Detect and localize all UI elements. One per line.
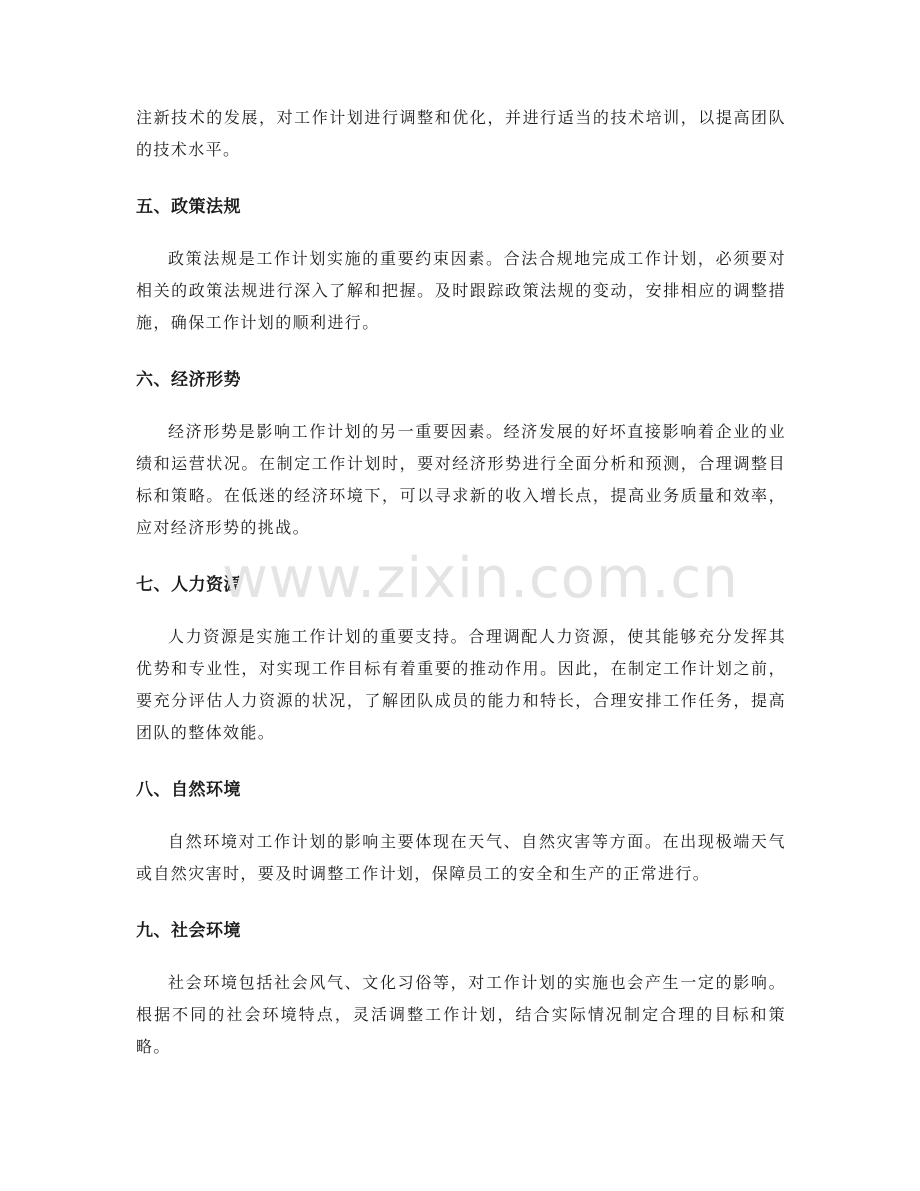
section-heading-natural-environment: 八、自然环境: [136, 780, 241, 800]
document-body: [136, 102, 786, 1063]
section-heading-economy: 六、经济形势: [136, 370, 241, 390]
section-paragraph-natural-environment: 自然环境对工作计划的影响主要体现在天气、自然灾害等方面。在出现极端天气或自然灾害时，要及时调整工作计划，保障员工的安全和生产的正常进行。: [136, 832, 786, 883]
intro-paragraph: 注新技术的发展，对工作计划进行调整和优化，并进行适当的技术培训，以提高团队的技术水平。: [136, 108, 786, 159]
section-paragraph-social-environment: 社会环境包括社会风气、文化习俗等，对工作计划的实施也会产生一定的影响。根据不同的社会环境特点，灵活调整工作计划，结合实际情况制定合理的目标和策略。: [136, 973, 786, 1056]
watermark: www.zixin.com.cn: [222, 546, 739, 611]
section-paragraph-policy: 政策法规是工作计划实施的重要约束因素。合法合规地完成工作计划，必须要对相关的政策法规进行深入了解和把握。及时跟踪政策法规的变动，安排相应的调整措施，确保工作计划的顺利进行。: [136, 249, 786, 332]
section-paragraph-economy: 经济形势是影响工作计划的另一重要因素。经济发展的好坏直接影响着企业的业绩和运营状况。在制定工作计划时，要对经济形势进行全面分析和预测，合理调整目标和策略。在低迷的经济环境下，可以寻求新的收入增长点，提高业务质量和效率，应对经济形势的挑战。: [136, 422, 786, 537]
section-paragraph-human-resources: 人力资源是实施工作计划的重要支持。合理调配人力资源，使其能够充分发挥其优势和专业性，对实现工作目标有着重要的推动作用。因此，在制定工作计划之前，要充分评估人力资源的状况，了解团队成员的能力和特长，合理安排工作任务，提高团队的整体效能。: [136, 627, 786, 742]
section-heading-human-resources: 七、人力资源: [136, 575, 241, 595]
section-heading-policy: 五、政策法规: [136, 197, 241, 217]
section-heading-social-environment: 九、社会环境: [136, 921, 241, 941]
